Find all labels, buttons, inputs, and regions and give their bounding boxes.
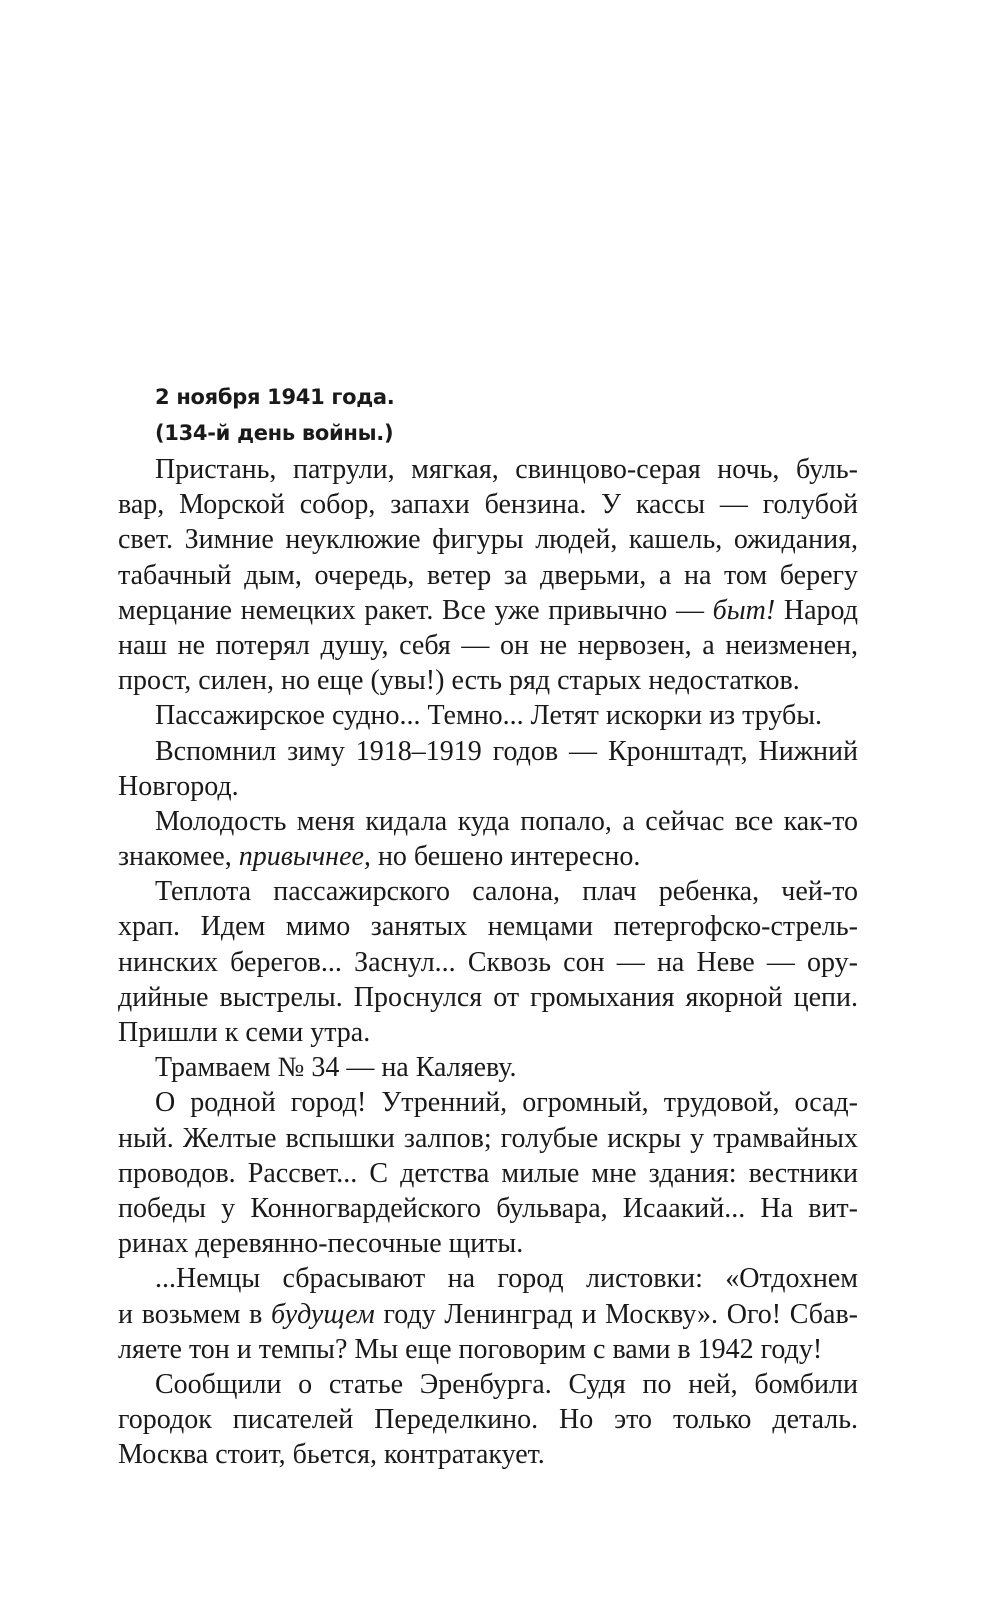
text-span: и возьмем в [118,1298,272,1330]
italic-text-span: привычнее, [238,841,371,873]
text-line: Молодость меня кидала куда попало, а сейчас все как-то [155,805,858,837]
text-line: Москва стоит, бьется, контратакует. [118,1439,545,1471]
text-line: табачный дым, очередь, ветер за дверьми, а на том берегу [118,559,858,591]
text-line: дийные выстрелы. Проснулся от громыхания якорной цепи. [118,981,858,1013]
text-line: храп. Идем мимо занятых немцами петергофско-стрель- [118,911,858,943]
text-line: Пристань, патрули, мягкая, свинцово-серая ночь, буль- [155,454,858,485]
war-day-heading: (134-й день войны.) [155,421,394,445]
text-line: Пассажирское судно... Темно... Летят искорки из трубы. [155,700,823,732]
text-line: Новгород. [118,770,239,802]
text-line: нинских берегов... Заснул... Сквозь сон — на Неве — ору- [118,946,858,978]
text-line: ный. Желтые вспышки залпов; голубые искры у трамвайных [118,1122,858,1154]
text-span: знакомее, [118,841,239,873]
text-line [118,839,858,874]
diary-body-text [118,452,858,1472]
text-span: Народ [775,594,858,626]
text-span: но бешено интересно. [370,841,641,873]
text-line [118,1297,858,1332]
text-line: ...Немцы сбрасывают на город листовки: «Отдохнем [155,1263,858,1295]
text-span: году Ленинград и Москву». Ого! Сбав- [374,1298,858,1330]
text-line: свет. Зимние неуклюжие фигуры людей, кашель, ожидания, [118,524,858,556]
text-line: победы у Конногвардейского бульвара, Исаакий... На вит- [118,1192,858,1224]
text-line: вар, Морской собор, запахи бензина. У кассы — голубой [118,489,858,521]
text-line: наш не потерял душу, себя — он не нервозен, а неизменен, [118,629,858,661]
text-line: прост, силен, но еще (увы!) есть ряд старых недостатков. [118,665,800,697]
text-span: мерцание немецких ракет. Все уже привычно — [118,594,713,626]
text-line: городок писателей Переделкино. Но это только деталь. [118,1404,858,1436]
text-line: проводов. Рассвет... С детства милые мне здания: вестники [118,1157,858,1189]
text-line [118,593,858,628]
text-line: Пришли к семи утра. [118,1017,371,1048]
italic-text-span: будущем [271,1298,375,1330]
text-line: Вспомнил зиму 1918–1919 годов — Кронштадт, Нижний [155,735,858,767]
entry-date-heading: 2 ноября 1941 года. [155,385,395,409]
text-line: ринах деревянно-песочные щиты. [118,1228,524,1260]
text-line: Трамваем № 34 — на Каляеву. [155,1052,517,1084]
italic-text-span: быт! [712,594,776,626]
text-line: Сообщили о статье Эренбурга. Судя по ней, бомбили [155,1368,858,1400]
text-line: Теплота пассажирского салона, плач ребенка, чей-то [155,876,858,908]
text-line: О родной город! Утренний, огромный, трудовой, осад- [155,1087,858,1119]
text-line: ляете тон и темпы? Мы еще поговорим с вами в 1942 году! [118,1333,823,1365]
